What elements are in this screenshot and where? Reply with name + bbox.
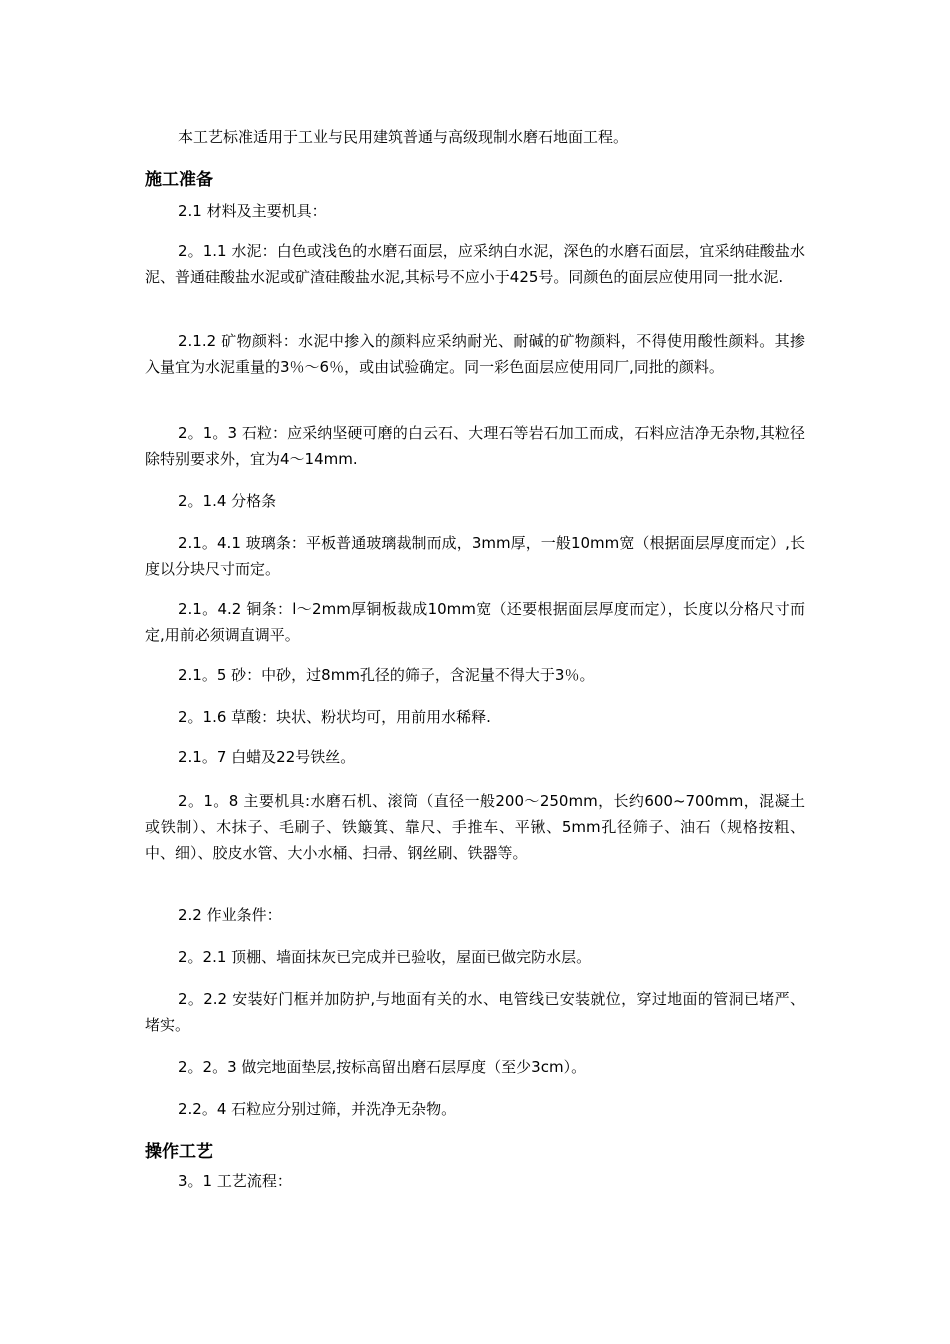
paragraph-2-2-3: 2。2。3 做完地面垫层,按标高留出磨石层厚度（至少3cm）。 (178, 1058, 587, 1076)
paragraph-2-1-4-1: 2.1。4.1 玻璃条：平板普通玻璃裁制而成，3mm厚，一般10mm宽（根据面层厚度而定）,长度以分块尺寸而定。 (145, 534, 805, 578)
paragraph-2-2-4: 2.2。4 石粒应分别过筛，并洗净无杂物。 (178, 1100, 457, 1118)
paragraph-2-1-4-2: 2.1。4.2 铜条：l～2mm厚铜板裁成10mm宽（还要根据面层厚度而定），长度以分格尺寸而定,用前必须调直调平。 (145, 600, 805, 644)
paragraph-2-1-1: 2。1.1 水泥：白色或浅色的水磨石面层，应采纳白水泥，深色的水磨石面层，宜采纳硅酸盐水泥、普通硅酸盐水泥或矿渣硅酸盐水泥,其标号不应小于425号。同颜色的面层应使用同一批水泥. (145, 242, 805, 286)
paragraph-2-1-2: 2.1.2 矿物颜料：水泥中掺入的颜料应采纳耐光、耐碱的矿物颜料，不得使用酸性颜料。其掺入量宜为水泥重量的3％～6％，或由试验确定。同一彩色面层应使用同厂,同批的颜料。 (145, 332, 805, 376)
paragraph-3-1: 3。1 工艺流程： (178, 1172, 292, 1190)
paragraph-2-1-7: 2.1。7 白蜡及22号铁丝。 (178, 748, 356, 766)
section-heading-prep: 施工准备 (145, 170, 213, 190)
paragraph-2-1-4: 2。1.4 分格条 (178, 492, 277, 510)
paragraph-2-1-5: 2.1。5 砂：中砂，过8mm孔径的筛子，含泥量不得大于3％。 (178, 666, 595, 684)
paragraph-2-2-2: 2。2.2 安装好门框并加防护,与地面有关的水、电管线已安装就位，穿过地面的管洞已堵严、堵实。 (145, 990, 805, 1034)
paragraph-2-1-8: 2。1。8 主要机具:水磨石机、滚筒（直径一般200～250mm，长约600~700mm，混凝土或铁制）、木抹子、毛刷子、铁簸箕、靠尺、手推车、平锹、5mm孔径筛子、油石（规格按粗、中、细）、胶皮水管、大小水桶、扫帚、钢丝刷、铁器等。 (145, 792, 805, 862)
paragraph-2-1-6: 2。1.6 草酸：块状、粉状均可，用前用水稀释. (178, 708, 491, 726)
intro-paragraph: 本工艺标准适用于工业与民用建筑普通与高级现制水磨石地面工程。 (178, 128, 629, 146)
section-heading-ops: 操作工艺 (145, 1142, 213, 1162)
paragraph-2-1: 2.1 材料及主要机具： (178, 202, 327, 220)
paragraph-2-2-1: 2。2.1 顶棚、墙面抹灰已完成并已验收，屋面已做完防水层。 (178, 948, 592, 966)
paragraph-2-1-3: 2。1。3 石粒：应采纳坚硬可磨的白云石、大理石等岩石加工而成，石料应洁净无杂物,其粒径除特别要求外，宜为4～14mm. (145, 424, 805, 468)
paragraph-2-2: 2.2 作业条件： (178, 906, 282, 924)
